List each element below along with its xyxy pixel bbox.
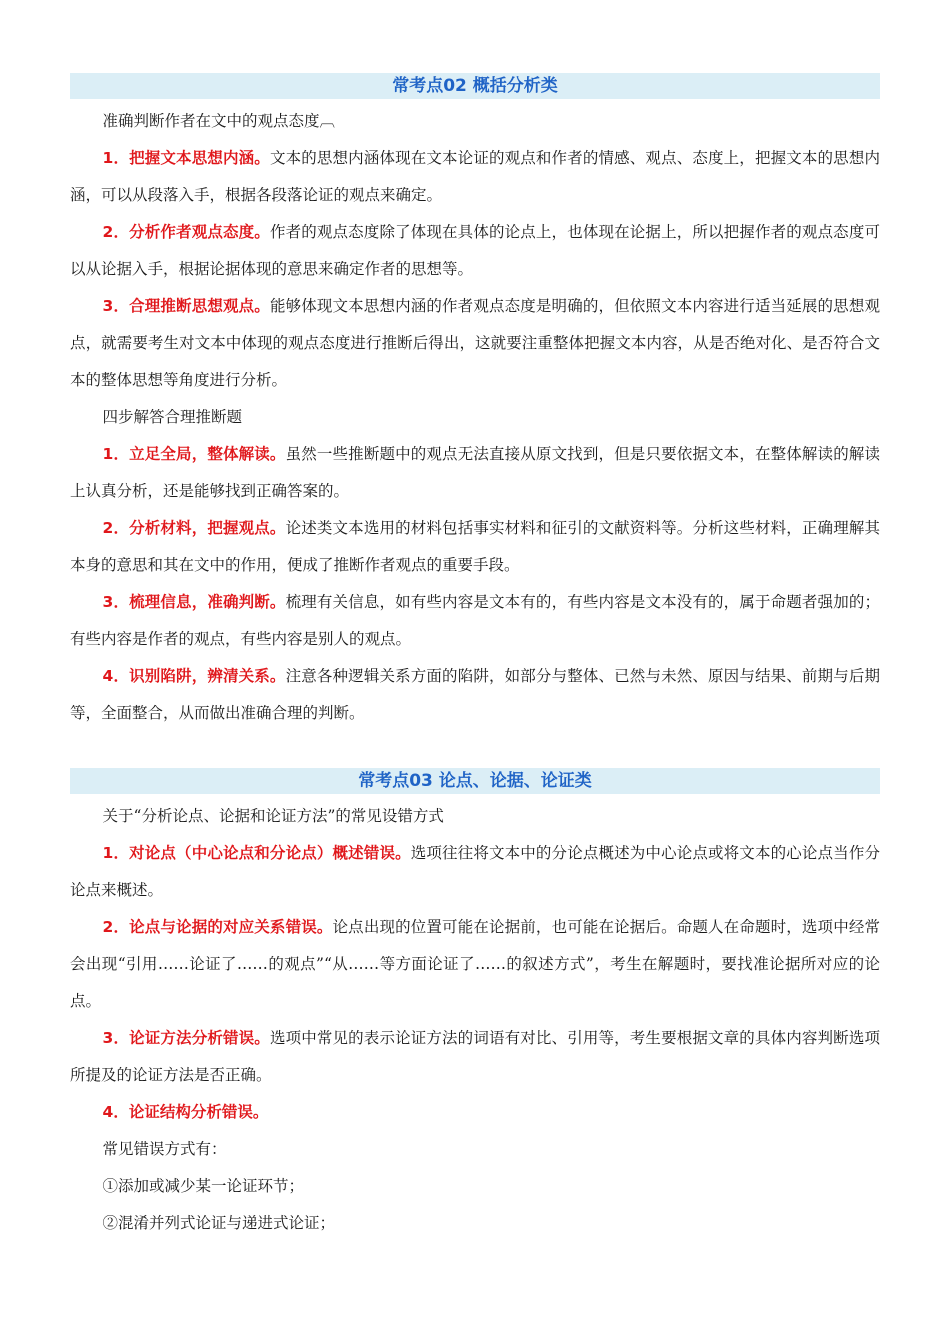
intro-text: 准确判断作者在文中的观点态度︹ bbox=[102, 112, 336, 130]
common-errors-label: 常见错误方式有： bbox=[102, 1140, 227, 1158]
error-label: 4．论证结构分析错误。 bbox=[102, 1103, 269, 1121]
error-text: 论点出现的位置可能在论据前，也可能在论据后。命题人在命题时，选项中经常会出现“引用……论证了……的观点”“从……等方面论证了……的叙述方式”，考生在解题时，要找准论据所对应的论点。 bbox=[70, 918, 880, 1010]
error-text: 选项中常见的表示论证方法的词语有对比、引用等，考生要根据文章的具体内容判断选项所提及的论证方法是否正确。 bbox=[70, 1029, 880, 1084]
step-3 bbox=[70, 584, 880, 658]
common-error-1: ①添加或减少某一论证环节； bbox=[102, 1177, 305, 1195]
intro-text-3: 关于“分析论点、论据和论证方法”的常见设错方式 bbox=[102, 807, 444, 825]
error-type-4 bbox=[70, 1094, 880, 1131]
step-label: 4．识别陷阱，辨清关系。 bbox=[102, 667, 286, 685]
step-label: 1．立足全局，整体解读。 bbox=[102, 445, 286, 463]
intro-text-2: 四步解答合理推断题 bbox=[102, 408, 243, 426]
error-label: 1．对论点（中心论点和分论点）概述错误。 bbox=[102, 844, 411, 862]
point-text: 文本的思想内涵体现在文本论证的观点和作者的情感、观点、态度上，把握文本的思想内涵，可以从段落入手，根据各段落论证的观点来确定。 bbox=[70, 149, 880, 204]
point-label: 1．把握文本思想内涵。 bbox=[102, 149, 270, 167]
step-1 bbox=[70, 436, 880, 510]
point-1 bbox=[70, 140, 880, 214]
point-text: 作者的观点态度除了体现在具体的论点上，也体现在论据上，所以把握作者的观点态度可以从论据入手，根据论据体现的意思来确定作者的思想等。 bbox=[70, 223, 880, 278]
point-label: 3．合理推断思想观点。 bbox=[102, 297, 270, 315]
section-gap bbox=[70, 732, 880, 768]
step-4 bbox=[70, 658, 880, 732]
step-text: 梳理有关信息，如有些内容是文本有的，有些内容是文本没有的，属于命题者强加的；有些内容是作者的观点，有些内容是别人的观点。 bbox=[70, 593, 880, 648]
error-type-2 bbox=[70, 909, 880, 1020]
error-label: 2．论点与论据的对应关系错误。 bbox=[102, 918, 333, 936]
step-text: 论述类文本选用的材料包括事实材料和征引的文献资料等。分析这些材料，正确理解其本身的意思和其在文中的作用，便成了推断作者观点的重要手段。 bbox=[70, 519, 880, 574]
point-3 bbox=[70, 288, 880, 399]
point-2 bbox=[70, 214, 880, 288]
step-text: 虽然一些推断题中的观点无法直接从原文找到，但是只要依据文本，在整体解读的解读上认真分析，还是能够找到正确答案的。 bbox=[70, 445, 880, 500]
section-header-02: 常考点02 概括分析类 bbox=[70, 73, 880, 99]
step-label: 3．梳理信息，准确判断。 bbox=[102, 593, 286, 611]
error-type-3 bbox=[70, 1020, 880, 1094]
step-text: 注意各种逻辑关系方面的陷阱，如部分与整体、已然与未然、原因与结果、前期与后期等，全面整合，从而做出准确合理的判断。 bbox=[70, 667, 880, 722]
step-2 bbox=[70, 510, 880, 584]
error-type-1 bbox=[70, 835, 880, 909]
point-text: 能够体现文本思想内涵的作者观点态度是明确的，但依照文本内容进行适当延展的思想观点，就需要考生对文本中体现的观点态度进行推断后得出，这就要注重整体把握文本内容，从是否绝对化、是否符合文本的整体思想等角度进行分析。 bbox=[70, 297, 880, 389]
error-label: 3．论证方法分析错误。 bbox=[102, 1029, 270, 1047]
common-error-2: ②混淆并列式论证与递进式论证； bbox=[102, 1214, 336, 1232]
section-header-03: 常考点03 论点、论据、论证类 bbox=[70, 768, 880, 794]
point-label: 2．分析作者观点态度。 bbox=[102, 223, 270, 241]
step-label: 2．分析材料，把握观点。 bbox=[102, 519, 286, 537]
error-text: 选项往往将文本中的分论点概述为中心论点或将文本的心论点当作分论点来概述。 bbox=[70, 844, 880, 899]
document-page bbox=[70, 73, 880, 1242]
